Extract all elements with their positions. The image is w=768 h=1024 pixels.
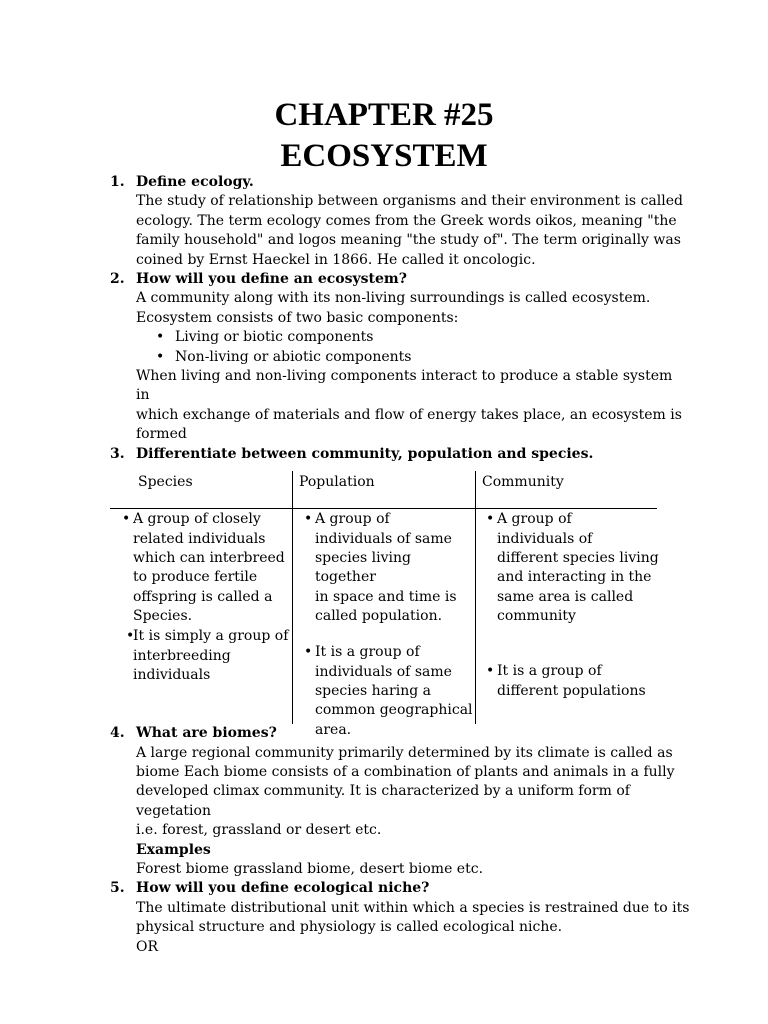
question-number: 1. [110, 174, 125, 190]
text-line: developed climax community. It is characterized by a uniform form of vegetation [136, 783, 630, 819]
species-cell-1 [120, 510, 292, 626]
question-text: Differentiate between community, population and species. [136, 445, 594, 462]
answer-2 [136, 289, 690, 328]
text-line: different populations [497, 682, 646, 699]
text-line: to produce fertile [133, 569, 258, 586]
text-line: same area is called [497, 588, 634, 605]
text-line: • A group of closely [133, 511, 261, 528]
question-2 [110, 270, 690, 289]
table-bullet [302, 510, 474, 626]
examples-label: Examples [136, 841, 211, 858]
header-population: Population [299, 474, 375, 491]
question-5 [110, 879, 690, 898]
text-line: formed [136, 426, 187, 443]
question-1 [110, 173, 690, 192]
text-line: and interacting in the [497, 569, 652, 586]
text-line: common geographical [315, 702, 473, 719]
answer-5 [136, 899, 690, 957]
text-line: different species living [497, 549, 659, 566]
table-bullet [484, 662, 659, 701]
text-line: i.e. forest, grassland or desert etc. [136, 822, 382, 839]
text-line: • It is a group of [315, 644, 420, 661]
document-body [110, 173, 690, 957]
text-line: species haring a [315, 682, 431, 699]
community-cell-2 [484, 662, 659, 701]
question-text: How will you define ecological niche? [136, 880, 430, 897]
column-divider [475, 471, 476, 724]
text-line: family household" and logos meaning "the study of". The term originally was [136, 232, 681, 249]
text-line: OR [136, 938, 159, 955]
question-3 [110, 445, 690, 464]
text-line: coined by Ernst Haeckel in 1866. He called it oncologic. [136, 251, 536, 268]
component-list [110, 328, 690, 367]
answer-4 [136, 744, 690, 880]
text-line: area. [315, 721, 352, 738]
question-number: 4. [110, 725, 125, 742]
list-item: • Living or biotic components [154, 328, 690, 347]
text-line: A large regional community primarily determined by its climate is called as [136, 744, 673, 761]
header-community: Community [482, 474, 564, 491]
table-bullet [302, 643, 474, 740]
text-line: Species. [133, 608, 193, 625]
species-cell-2 [124, 627, 296, 685]
chapter-title [0, 95, 768, 177]
population-cell-1 [302, 510, 474, 626]
text-line: community [497, 608, 576, 625]
answer-1 [136, 192, 690, 270]
text-line: • It is a group of [497, 663, 602, 680]
text-line: individuals of same [315, 663, 452, 680]
question-text: Define ecology. [136, 174, 254, 190]
text-line: related individuals [133, 530, 266, 547]
text-line: The study of relationship between organisms and their environment is called [136, 193, 683, 210]
examples-text: Forest biome grassland biome, desert biome etc. [136, 860, 484, 877]
table-bullet [120, 510, 292, 626]
column-divider [292, 471, 293, 724]
text-line: individuals of [497, 530, 593, 547]
text-line: which can interbreed [133, 549, 285, 566]
text-line: offspring is called a [133, 588, 273, 605]
question-number: 3. [110, 445, 125, 462]
table-header-divider [110, 508, 657, 509]
text-line: individuals of same [315, 530, 452, 547]
question-text: What are biomes? [136, 725, 277, 742]
table-bullet [484, 510, 659, 626]
header-species: Species [138, 474, 193, 491]
text-line: interbreeding [133, 647, 231, 664]
population-cell-2 [302, 643, 474, 740]
table-bullet [124, 627, 296, 685]
text-line: • It is simply a group of [133, 628, 289, 645]
text-line: physical structure and physiology is called ecological niche. [136, 919, 563, 936]
question-number: 5. [110, 880, 125, 897]
answer-2-continued [136, 367, 690, 445]
text-line: biome Each biome consists of a combination of plants and animals in a fully [136, 763, 675, 780]
list-item: • Non-living or abiotic components [154, 348, 690, 367]
text-line: • A group of [497, 511, 572, 528]
text-line: which exchange of materials and flow of energy takes place, an ecosystem is [136, 406, 682, 423]
text-line: • A group of [315, 511, 390, 528]
text-line: Ecosystem consists of two basic components: [136, 309, 459, 326]
text-line: When living and non-living components interact to produce a stable system in [136, 368, 673, 404]
text-line: in space and time is [315, 588, 457, 605]
chapter-name: ECOSYSTEM [280, 138, 488, 174]
question-number: 2. [110, 271, 125, 288]
question-text: How will you define an ecosystem? [136, 271, 407, 288]
text-line: individuals [133, 666, 211, 683]
text-line: species living together [315, 549, 411, 586]
community-cell-1 [484, 510, 659, 626]
text-line: The ultimate distributional unit within which a species is restrained due to its [136, 899, 690, 916]
chapter-number: CHAPTER #25 [274, 97, 494, 133]
text-line: ecology. The term ecology comes from the Greek words oikos, meaning "the [136, 212, 677, 229]
text-line: A community along with its non-living surroundings is called ecosystem. [136, 290, 651, 307]
text-line: called population. [315, 608, 443, 625]
